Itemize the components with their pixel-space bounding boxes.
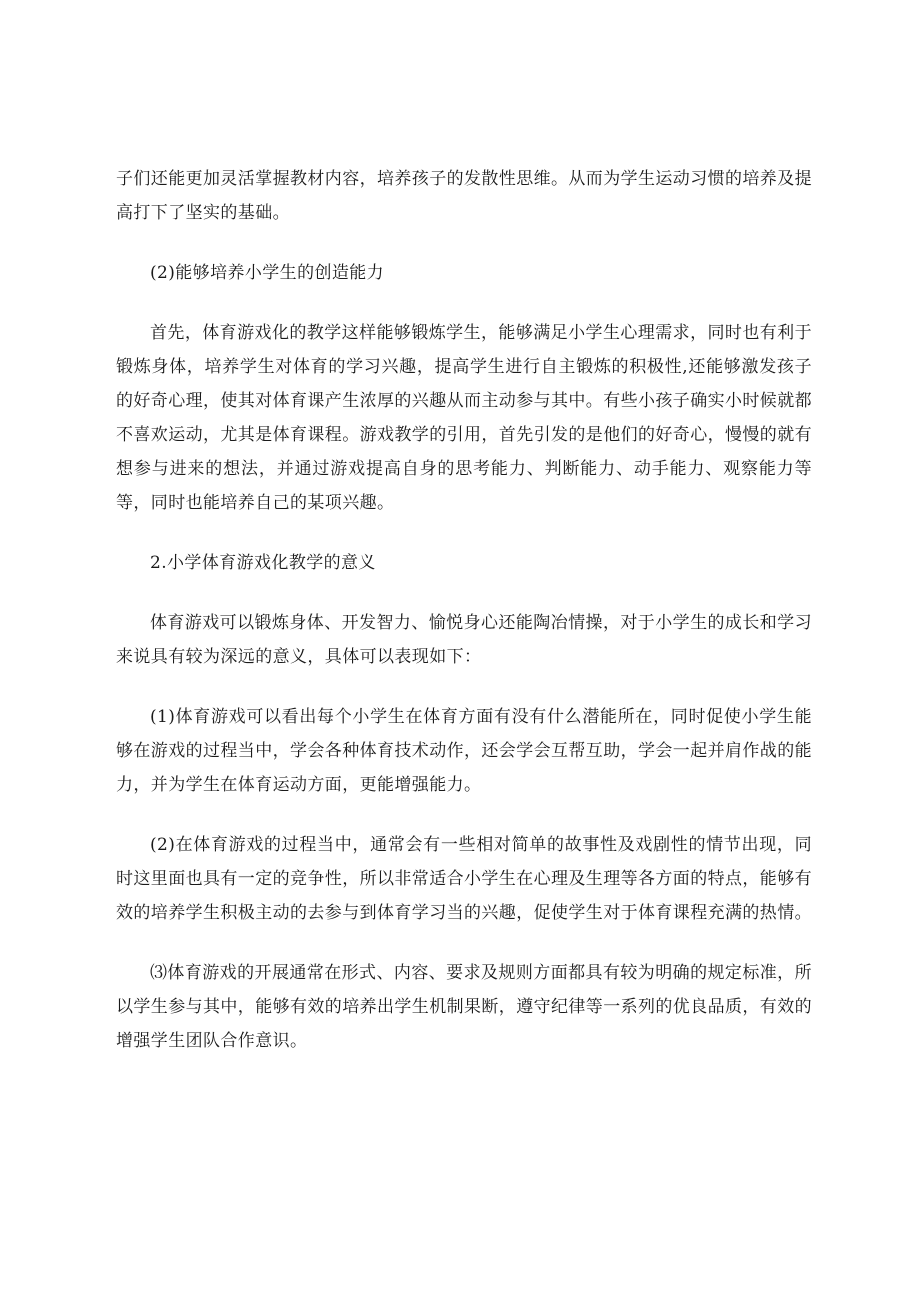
paragraph-point-3: ⑶体育游戏的开展通常在形式、内容、要求及规则方面都具有较为明确的规定标准，所以学生参与其中，能够有效的培养出学生机制果断，遵守纪律等一系列的优良品质，有效的增强学生团队合作意识。 bbox=[116, 963, 812, 1051]
paragraph-continuation: 子们还能更加灵活掌握教材内容，培养孩子的发散性思维。从而为学生运动习惯的培养及提高打下了坚实的基础。 bbox=[116, 169, 812, 223]
paragraph-point-2: (2)在体育游戏的过程当中，通常会有一些相对简单的故事性及戏剧性的情节出现，同时这里面也具有一定的竞争性，所以非常适合小学生在心理及生理等各方面的特点，能够有效的培养学生积极主动的去参与到体育学习当的兴趣，促使学生对于体育课程充满的热情。 bbox=[116, 835, 812, 923]
subheading-creativity: (2)能够培养小学生的创造能力 bbox=[150, 263, 385, 283]
document-page bbox=[116, 162, 812, 1058]
paragraph-point-1: (1)体育游戏可以看出每个小学生在体育方面有没有什么潜能所在，同时促使小学生能够在游戏的过程当中，学会各种体育技术动作，还会学会互帮互助，学会一起并肩作战的能力，并为学生在体育运动方面，更能增强能力。 bbox=[116, 707, 812, 795]
section-heading-significance: 2.小学体育游戏化教学的意义 bbox=[150, 553, 376, 573]
paragraph-creativity: 首先，体育游戏化的教学这样能够锻炼学生，能够满足小学生心理需求，同时也有利于锻炼身体，培养学生对体育的学习兴趣，提高学生进行自主锻炼的积极性,还能够激发孩子的好奇心理，使其对体育课产生浓厚的兴趣从而主动参与其中。有些小孩子确实小时候就都不喜欢运动，尤其是体育课程。游戏教学的引用，首先引发的是他们的好奇心，慢慢的就有想参与进来的想法，并通过游戏提高自身的思考能力、判断能力、动手能力、观察能力等等，同时也能培养自己的某项兴趣。 bbox=[116, 323, 812, 513]
paragraph-significance-intro: 体育游戏可以锻炼身体、开发智力、愉悦身心还能陶冶情操，对于小学生的成长和学习来说具有较为深远的意义，具体可以表现如下： bbox=[116, 613, 812, 667]
